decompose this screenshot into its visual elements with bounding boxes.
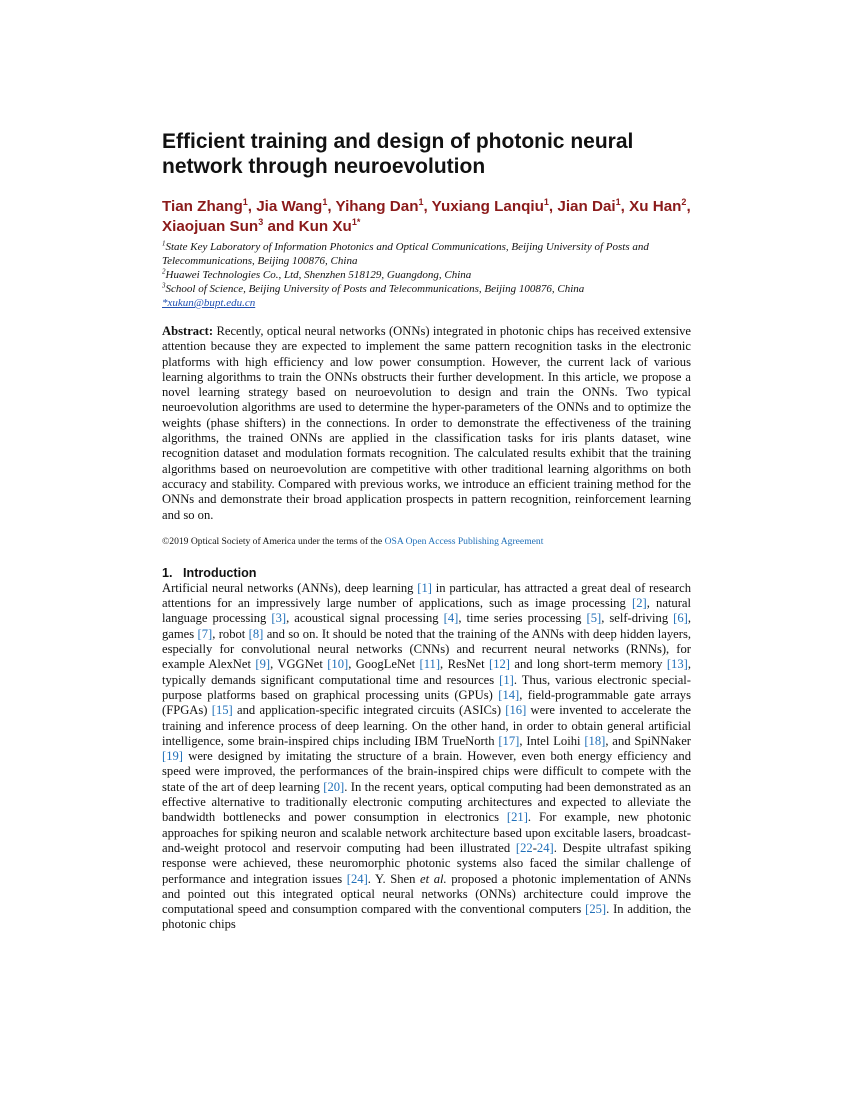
citation-link[interactable]: [6]	[673, 611, 688, 626]
author-name: Xu Han	[629, 198, 682, 215]
citation-link[interactable]: [25]	[585, 902, 607, 917]
abstract-text: Recently, optical neural networks (ONNs) integrated in photonic chips has received extensive attention because they are expected to implement the same pattern recognition tasks in the electronic platforms with high efficiency and low power consumption. However, the current lack of various learning algorithms to train the ONNs obstructs their further development. In this article, we propose a novel learning strategy based on neuroevolution to design and train the ONNs. Two typical neuroevolution algorithms are used to determine the hyper-parameters of the ONNs and to optimize the weights (phase shifters) in the connections. In order to demonstrate the effectiveness of the training algorithms, the trained ONNs are applied in the classification tasks for iris plants dataset, wine recognition dataset and modulation formats recognition. The calculated results exhibit that the training algorithms based on neuroevolution are competitive with other traditional learning algorithms on both accuracy and stability. Compared with previous works, we introduce an efficient training method for the ONNs and demonstrate their broad application prospects in pattern recognition, reinforcement learning and so on.	[162, 324, 691, 522]
author-affiliation-mark: 1	[543, 196, 549, 207]
author-affiliation-mark: 1	[242, 196, 248, 207]
citation-link[interactable]: [19]	[162, 749, 183, 764]
author-name: Xiaojuan Sun	[162, 218, 259, 235]
author-name: Jia Wang	[256, 198, 323, 215]
affiliation-2: $^2$Huawei Technologies Co., Ltd, Shenzhen 518129, Guangdong, China	[162, 267, 472, 281]
author-affiliation-mark: 2	[681, 196, 687, 207]
citation-link[interactable]: [20]	[323, 779, 345, 794]
citation-link[interactable]: [13]	[666, 657, 688, 672]
author-name: Yuxiang Lanqiu	[431, 198, 544, 215]
citation-link[interactable]: [1]	[499, 672, 514, 687]
author-affiliation-mark: 1	[322, 196, 328, 207]
author-affiliation-mark: 1	[615, 196, 621, 207]
citation-link[interactable]: [24]	[346, 871, 368, 886]
citation-link[interactable]: [16]	[505, 703, 527, 718]
author-name: Jian Dai	[557, 198, 616, 215]
citation-link[interactable]: 24]	[536, 840, 554, 855]
citation-link[interactable]: [2]	[632, 596, 647, 611]
affiliation-3: $^3$School of Science, Beijing University of Posts and Telecommunications, Beijing 100876, China	[162, 281, 585, 295]
affiliation-1: $^1$State Key Laboratory of Information Photonics and Optical Communications, Beijing University of Posts and Telecommunications, Beijing 100876, China	[162, 239, 649, 267]
copyright-notice: ©2019 Optical Society of America under the terms of the OSA Open Access Publishing Agreement	[162, 535, 544, 547]
citation-link[interactable]: [14]	[498, 687, 520, 702]
author-name: Kun Xu	[298, 218, 352, 235]
affiliation-list	[162, 240, 691, 310]
license-link[interactable]: OSA Open Access Publishing Agreement	[384, 535, 544, 547]
author-list: Tian Zhang$^1$, Jia Wang$^1$, Yihang Dan$^1$, Yuxiang Lanqiu$^1$, Jian Dai$^1$, Xu Han$^2$, Xiaojuan Sun$^3$ and Kun $Xu^{1*}$	[162, 196, 691, 235]
citation-link[interactable]: [5]	[586, 611, 602, 626]
section-heading-introduction: 1. Introduction	[162, 565, 257, 580]
abstract-label: Abstract:	[162, 324, 214, 338]
citation-link[interactable]: [3]	[271, 611, 287, 626]
citation-link[interactable]: [17]	[498, 733, 520, 748]
citation-link[interactable]: [4]	[443, 611, 459, 626]
citation-link[interactable]: [12]	[489, 657, 510, 672]
author-name: Yihang Dan	[335, 198, 419, 215]
italic-text: et al.	[420, 871, 447, 886]
citation-link[interactable]: [22	[515, 840, 533, 855]
paper-page	[162, 129, 691, 933]
citation-link[interactable]: [15]	[211, 703, 233, 718]
author-affiliation-mark: 3	[258, 216, 264, 227]
introduction-text: Artificial neural networks (ANNs), deep learning [1] in particular, has attracted a great deal of research attentions for an impressively large number of applications, such as image processing [2], natural language processing [3], acoustical signal processing [4], time series processing [5], self-driving [6], games [7], robot [8] and so on. It should be noted that the training of the ANNs with deep hidden layers, especially for convolutional neural networks (CNNs) and recurrent neural networks (RNNs), for example AlexNet [9], VGGNet [10], GoogLeNet [11], ResNet [12] and long short-term memory [13], typically demands significant computational time and resources [1]. Thus, various electronic special-purpose platforms based on graphical processing units (GPUs) [14], field-programmable gate arrays (FPGAs) [15] and application-specific integrated circuits (ASICs) [16] were invented to accelerate the training and inference process of deep learning. On the other hand, in order to obtain general artificial intelligence, some brain-inspired chips including IBM TrueNorth [17], Intel Loihi [18], and SpiNNaker [19] were designed by imitating the structure of a brain. However, even both energy efficiency and speed were improved, the performances of the brain-inspired chips were difficult to compete with the state of the art of deep learning [20]. In the recent years, optical computing had been demonstrated as an effective alternative to traditionally electronic computing architectures and expected to alleviate the bandwidth bottlenecks and power consumption in electronics [21]. For example, new photonic approaches for spiking neuron and scalable network architecture based upon excitable lasers, broadcast-and-weight protocol and reservoir computing had been illustrated [22-24]. Despite ultrafast spiking response were achieved, these neuromorphic photonic systems also faced the similar challenge of performance and integration issues [24]. Y. Shen et al. proposed a photonic implementation of ANNs and pointed out this integrated optical neural networks (ONNs) architecture could improve the computational speed and consumption compared with the conventional computers [25]. In addition, the photonic chips	[162, 580, 692, 932]
citation-link[interactable]: [11]	[419, 657, 441, 672]
author-affiliation-mark: 1	[418, 196, 424, 207]
citation-link[interactable]: [1]	[417, 580, 432, 595]
citation-link[interactable]: [7]	[197, 626, 213, 641]
author-name: Tian Zhang	[162, 198, 243, 215]
corresponding-email	[162, 296, 691, 310]
citation-link[interactable]: [10]	[327, 657, 349, 672]
email-link[interactable]: *xukun@bupt.edu.cn	[162, 297, 256, 309]
citation-link[interactable]: [18]	[584, 733, 606, 748]
citation-link[interactable]: [21]	[506, 810, 528, 825]
citation-link[interactable]: [9]	[255, 657, 271, 672]
citation-link[interactable]: [8]	[248, 626, 264, 641]
abstract	[162, 324, 691, 523]
paper-title: Efficient training and design of photonic neural network through neuroevolution	[162, 130, 634, 178]
author-affiliation-mark: 1*	[351, 216, 361, 227]
